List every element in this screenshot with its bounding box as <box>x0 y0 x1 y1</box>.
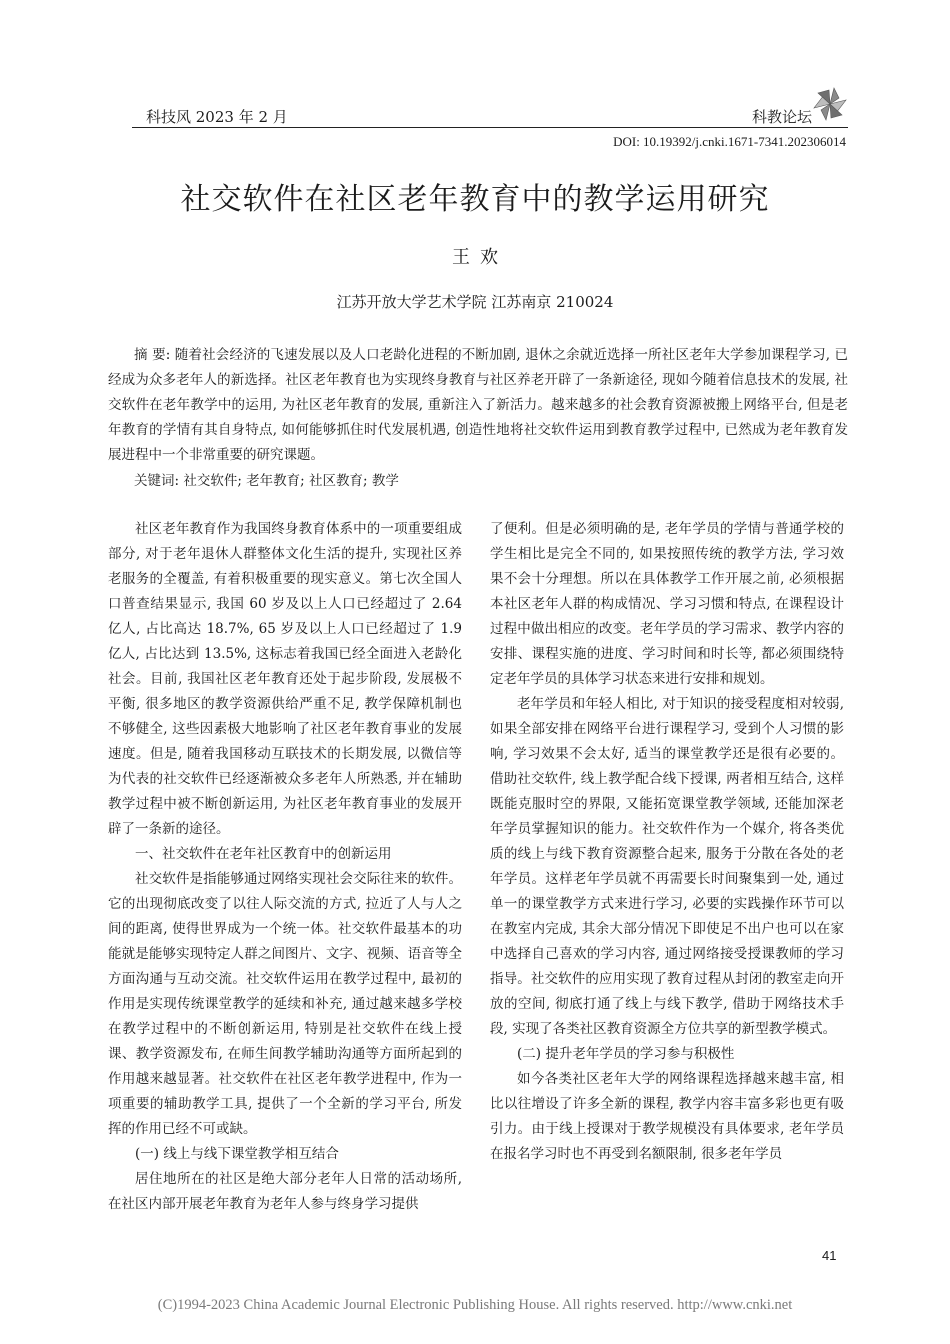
pinwheel-logo-icon <box>812 86 848 122</box>
keywords: 关键词: 社交软件; 老年教育; 社区教育; 教学 <box>134 473 399 489</box>
paragraph: 居住地所在的社区是绝大部分老年人日常的活动场所, 在社区内部开展老年教育为老年人参与终身学习提供 <box>108 1171 462 1212</box>
left-column <box>108 517 462 1217</box>
subsection-heading: (一) 线上与线下课堂教学相互结合 <box>135 1146 339 1162</box>
subsection-heading: (二) 提升老年学员的学习参与积极性 <box>517 1046 735 1062</box>
affiliation: 江苏开放大学艺术学院 江苏南京 210024 <box>336 293 614 311</box>
journal-issue: 科技风 2023 年 2 月 <box>146 108 288 126</box>
doi: DOI: 10.19392/j.cnki.1671-7341.202306014 <box>613 134 846 149</box>
copyright-footer: (C)1994-2023 China Academic Journal Electronic Publishing House. All rights reserved. http://www.cnki.net <box>157 1297 793 1313</box>
paragraph: 老年学员和年轻人相比, 对于知识的接受程度相对较弱, 如果全部安排在网络平台进行课程学习, 受到个人习惯的影响, 学习效果不会太好, 适当的课堂教学还是很有必要的。借助社交软件, 线上教学配合线下授课, 两者相互结合, 这样既能克服时空的界限, 又能拓宽课堂教学领域, 还能加深老年学员掌握知识的能力。社交软件作为一个媒介, 将各类优质的线上与线下教育资源整合起来, 服务于分散在各处的老年学员。这样老年学员就不再需要长时间聚集到一处, 通过单一的课堂教学方式来进行学习, 必要的实践操作环节可以在教室内完成, 其余大部分情况下即使足不出户也可以在家中选择自己喜欢的学习内容, 通过网络接受授课教师的学习指导。社交软件的应用实现了教育过程从封闭的教室走向开放的空间, 彻底打通了线上与线下教学, 借助于网络技术手段, 实现了各类社区教育资源全方位共享的新型教学模式。 <box>490 696 844 1037</box>
paragraph: 如今各类社区老年大学的网络课程选择越来越丰富, 相比以往增设了许多全新的课程, 教学内容丰富多彩也更有吸引力。由于线上授课对于教学规模没有具体要求, 老年学员在报名学习时也不再受到名额限制, 很多老年学员 <box>490 1071 844 1162</box>
right-column <box>490 517 844 1167</box>
section-heading: 一、社交软件在老年社区教育中的创新运用 <box>135 846 392 862</box>
header-rule <box>132 127 848 128</box>
section-name: 科教论坛 <box>752 108 813 126</box>
abstract: 摘 要: 随着社会经济的飞速发展以及人口老龄化进程的不断加剧, 退休之余就近选择一所社区老年大学参加课程学习, 已经成为众多老年人的新选择。社区老年教育也为实现终身教育与社区养老开辟了一条新途径, 现如今随着信息技术的发展, 社交软件在老年教学中的运用, 为社区老年教育的发展, 重新注入了新活力。越来越多的社会教育资源被搬上网络平台, 但是老年教育的学情有其自身特点, 如何能够抓住时代发展机遇, 创造性地将社交软件运用到教育教学过程中, 已然成为老年教育发展进程中一个非常重要的研究课题。 <box>108 347 848 463</box>
page-number: 41 <box>822 1248 837 1263</box>
paragraph: 社区老年教育作为我国终身教育体系中的一项重要组成部分, 对于老年退休人群整体文化生活的提升, 实现社区养老服务的全覆盖, 有着积极重要的现实意义。第七次全国人口普查结果显示, 我国 60 岁及以上人口已经超过了 2.64 亿人, 占比高达 18.7%, 65 岁及以上人口已经超过了 1.9 亿人, 占比达到 13.5%, 这标志着我国已经全面进入老龄化社会。目前, 我国社区老年教育还处于起步阶段, 发展极不平衡, 很多地区的教学资源供给严重不足, 教学保障机制也不够健全, 这些因素极大地影响了社区老年教育事业的发展速度。但是, 随着我国移动互联技术的长期发展, 以微信等为代表的社交软件已经逐渐被众多老年人所熟悉, 并在辅助教学过程中被不断创新运用, 为社区老年教育事业的发展开辟了一条新的途径。 <box>108 521 462 837</box>
author: 王欢 <box>452 247 508 268</box>
paragraph: 了便利。但是必须明确的是, 老年学员的学情与普通学校的学生相比是完全不同的, 如果按照传统的教学方法, 学习效果不会十分理想。所以在具体教学工作开展之前, 必须根据本社区老年人群的构成情况、学习习惯和特点, 在课程设计过程中做出相应的改变。老年学员的学习需求、教学内容的安排、课程实施的进度、学习时间和时长等, 都必须围绕特定老年学员的具体学习状态来进行安排和规划。 <box>490 521 844 687</box>
article-title: 社交软件在社区老年教育中的教学运用研究 <box>180 182 770 217</box>
paragraph: 社交软件是指能够通过网络实现社会交际往来的软件。它的出现彻底改变了以往人际交流的方式, 拉近了人与人之间的距离, 使得世界成为一个统一体。社交软件最基本的功能就是能够实现特定人群之间图片、文字、视频、语音等全方面沟通与互动交流。社交软件运用在教学过程中, 最初的作用是实现传统课堂教学的延续和补充, 通过越来越多学校在教学过程中的不断创新运用, 特别是社交软件在线上授课、教学资源发布, 在师生间教学辅助沟通等方面所起到的作用越来越显著。社交软件在社区老年教学进程中, 作为一项重要的辅助教学工具, 提供了一个全新的学习平台, 所发挥的作用已经不可或缺。 <box>108 871 462 1137</box>
